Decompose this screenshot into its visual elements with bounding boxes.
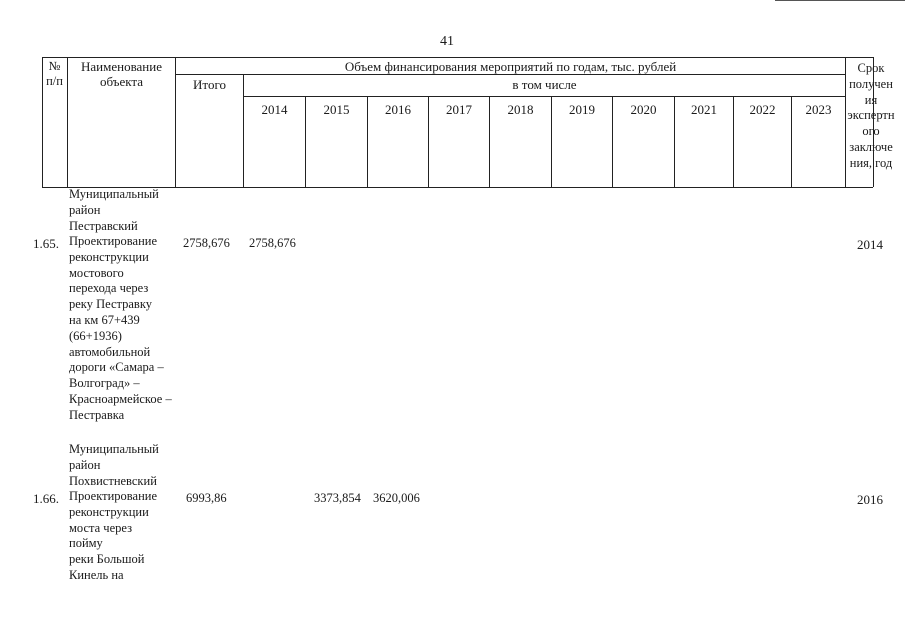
row-166-total: 6993,86 [186,491,227,505]
year-2022: 2022 [749,102,776,117]
row-166-number: 1.66. [33,491,59,506]
year-2016: 2016 [385,102,411,117]
year-2015: 2015 [323,102,350,117]
top-rule [775,0,905,1]
years-header-border [243,96,845,97]
row-166-2015: 3373,854 [314,491,361,505]
row-165-term: 2014 [857,237,883,252]
row-166-2016: 3620,006 [373,491,420,505]
row-165-2014: 2758,676 [249,236,296,250]
year-2019: 2019 [569,102,595,117]
header-name: Наименование объекта [81,59,162,89]
volume-header-border [175,74,845,75]
row-166-district: Муниципальный район Похвистневский [69,442,159,488]
row-165-number: 1.65. [33,236,59,251]
row-166-term: 2016 [857,492,883,507]
header-number: № п/п [46,59,63,88]
header-total: Итого [193,77,226,92]
year-2017: 2017 [446,102,472,117]
year-2023: 2023 [805,102,832,117]
year-2018: 2018 [507,102,534,117]
row-165-total: 2758,676 [183,236,230,250]
header-including: в том числе [512,77,577,92]
year-2021: 2021 [691,102,717,117]
page-number: 41 [440,34,454,49]
row-166-description: Проектирование реконструкции моста через пойму реки Большой Кинель на [69,489,158,582]
year-2014: 2014 [261,102,288,117]
header-term: Срок получения экспертного заключения, год [847,61,895,170]
year-2020: 2020 [630,102,657,117]
header-volume: Объем финансирования мероприятий по годам, тыс. рублей [344,59,677,74]
row-165-district: Муниципальный район Пестравский [69,187,159,233]
table-top-border [42,57,873,58]
row-165-description: Проектирование реконструкции мостового перехода через реку Пестравку на км 67+439 (66+1936) автомобильной дороги «Самара – Волгоград» – Красноармейское – Пестравка [69,234,172,422]
